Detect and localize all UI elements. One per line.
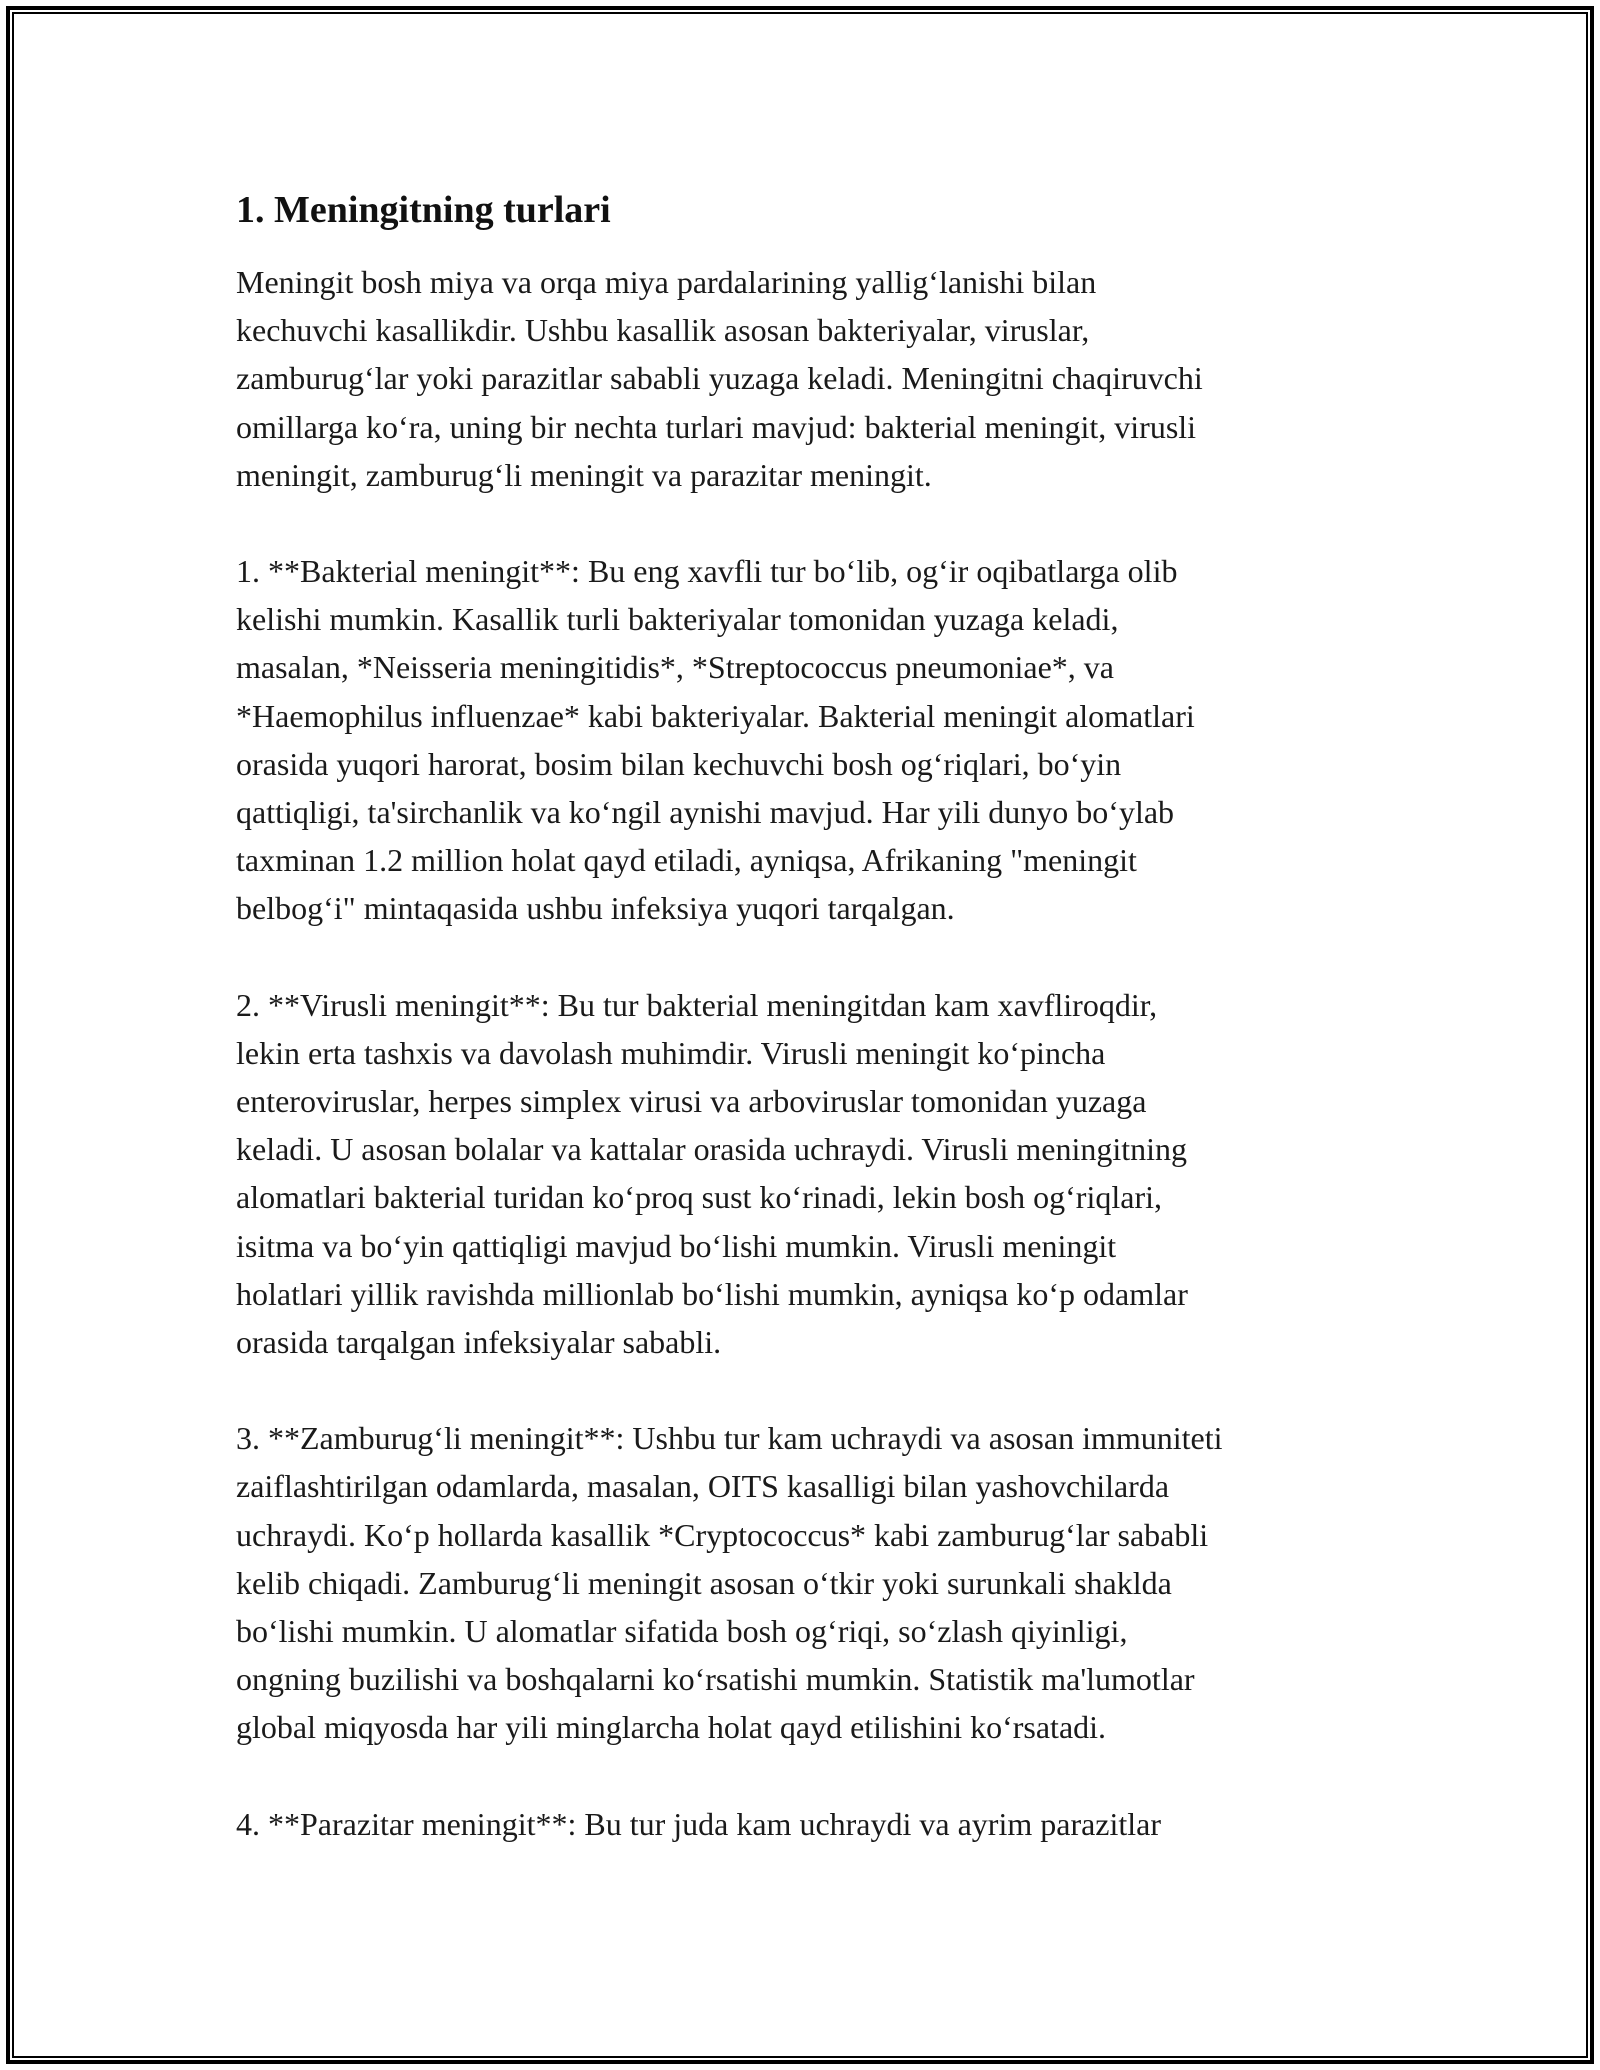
text-line: zaiflashtirilgan odamlarda, masalan, OITS kasalligi bilan yashovchilarda — [236, 1468, 1170, 1505]
text-line: omillarga ko‘ra, uning bir nechta turlari mavjud: bakterial meningit, virusli — [236, 408, 1197, 445]
document-body — [236, 186, 1376, 1896]
text-line: ongning buzilishi va boshqalarni ko‘rsatishi mumkin. Statistik ma'lumotlar — [236, 1661, 1195, 1698]
text-line: qattiqligi, ta'sirchanlik va ko‘ngil aynishi mavjud. Har yili dunyo bo‘ylab — [236, 794, 1175, 831]
text-line: 4. **Parazitar meningit**: Bu tur juda kam uchraydi va ayrim parazitlar — [236, 1805, 1162, 1842]
paragraph-fungal — [236, 1414, 1376, 1751]
section-heading: 1. Meningitning turlari — [236, 189, 611, 231]
text-line: masalan, *Neisseria meningitidis*, *Streptococcus pneumoniae*, va — [236, 649, 1114, 686]
text-line: kelishi mumkin. Kasallik turli bakteriyalar tomonidan yuzaga keladi, — [236, 601, 1119, 638]
text-line: isitma va bo‘yin qattiqligi mavjud bo‘lishi mumkin. Virusli meningit — [236, 1227, 1117, 1264]
text-line: uchraydi. Ko‘p hollarda kasallik *Cryptococcus* kabi zamburug‘lar sababli — [236, 1516, 1209, 1553]
text-line: orasida tarqalgan infeksiyalar sababli. — [236, 1324, 722, 1361]
text-line: global miqyosda har yili minglarcha holat qayd etilishini ko‘rsatadi. — [236, 1709, 1107, 1746]
text-line: 2. **Virusli meningit**: Bu tur bakterial meningitdan kam xavfliroqdir, — [236, 986, 1158, 1023]
text-line: alomatlari bakterial turidan ko‘proq sust ko‘rinadi, lekin bosh og‘riqlari, — [236, 1179, 1162, 1216]
text-line: *Haemophilus influenzae* kabi bakteriyalar. Bakterial meningit alomatlari — [236, 697, 1195, 734]
text-line: orasida yuqori harorat, bosim bilan kechuvchi bosh og‘riqlari, bo‘yin — [236, 745, 1122, 782]
text-line: keladi. U asosan bolalar va kattalar orasida uchraydi. Virusli meningitning — [236, 1131, 1187, 1168]
paragraph-bacterial — [236, 547, 1376, 933]
text-line: kelib chiqadi. Zamburug‘li meningit asosan o‘tkir yoki surunkali shaklda — [236, 1564, 1172, 1601]
text-line: holatlari yillik ravishda millionlab bo‘lishi mumkin, ayniqsa ko‘p odamlar — [236, 1275, 1188, 1312]
text-line: taxminan 1.2 million holat qayd etiladi, ayniqsa, Afrikaning "meningit — [236, 842, 1137, 879]
text-line: 1. **Bakterial meningit**: Bu eng xavfli tur bo‘lib, og‘ir oqibatlarga olib — [236, 553, 1178, 590]
text-line: Meningit bosh miya va orqa miya pardalarining yallig‘lanishi bilan — [236, 264, 1097, 300]
paragraph-viral — [236, 981, 1376, 1367]
paragraph-intro — [236, 258, 1376, 499]
text-line: enteroviruslar, herpes simplex virusi va arboviruslar tomonidan yuzaga — [236, 1083, 1147, 1120]
text-line: meningit, zamburug‘li meningit va parazitar meningit. — [236, 456, 932, 493]
text-line: zamburug‘lar yoki parazitlar sababli yuzaga keladi. Meningitni chaqiruvchi — [236, 360, 1203, 397]
text-line: 3. **Zamburug‘li meningit**: Ushbu tur kam uchraydi va asosan immuniteti — [236, 1420, 1223, 1457]
text-line: kechuvchi kasallikdir. Ushbu kasallik asosan bakteriyalar, viruslar, — [236, 312, 1090, 349]
text-line: lekin erta tashxis va davolash muhimdir. Virusli meningit ko‘pincha — [236, 1034, 1106, 1071]
text-line: belbog‘i" mintaqasida ushbu infeksiya yuqori tarqalgan. — [236, 890, 955, 927]
paragraph-parasitic — [236, 1800, 1376, 1848]
text-line: bo‘lishi mumkin. U alomatlar sifatida bosh og‘riqi, so‘zlash qiyinligi, — [236, 1613, 1128, 1650]
